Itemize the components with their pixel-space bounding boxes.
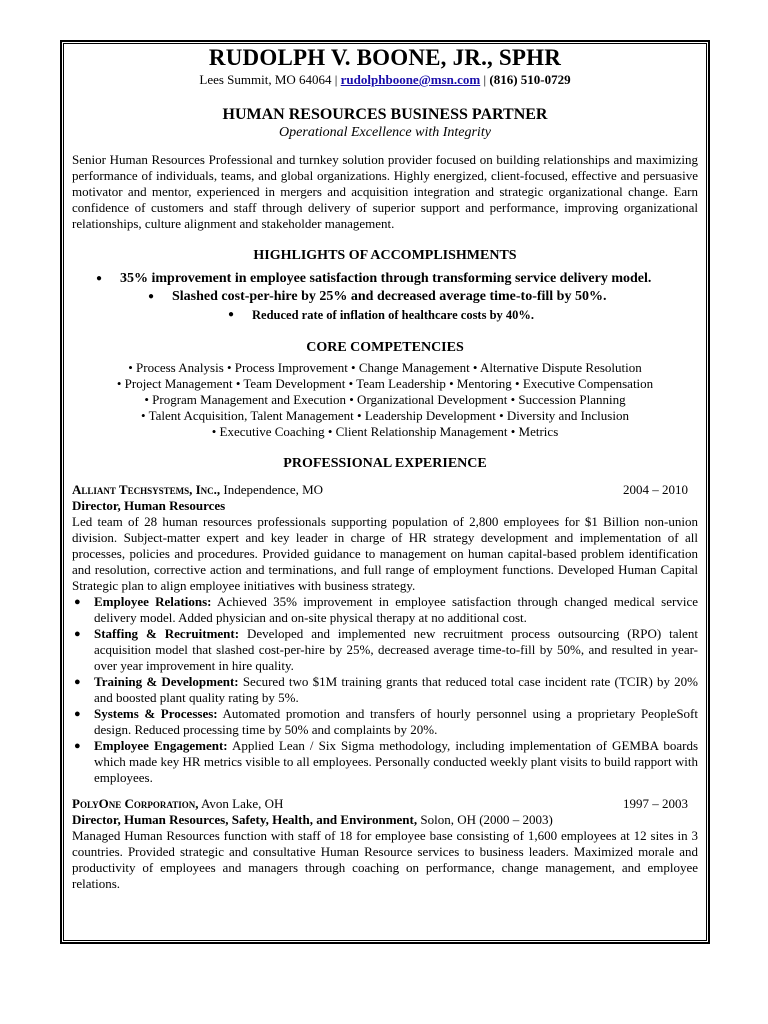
bullet-icon: ● <box>74 596 81 608</box>
highlight-item: ● 35% improvement in employee satisfaction through transforming service delivery model. <box>96 271 652 286</box>
location: Lees Summit, MO 64064 | <box>199 72 338 87</box>
contact-line <box>72 72 698 88</box>
highlight-item: ● Slashed cost-per-hire by 25% and decreased average time-to-fill by 50%. <box>148 289 607 304</box>
job-entry <box>72 796 698 892</box>
achievements-list <box>72 594 698 786</box>
job-entry <box>72 482 698 786</box>
competencies-heading: CORE COMPETENCIES <box>306 340 464 355</box>
headline-tagline: Operational Excellence with Integrity <box>279 125 491 140</box>
job-description: Managed Human Resources function with staff of 18 for employee base consisting of 1,600 employees at 12 sites in 3 countries. Provided strategic and consultative Human Resource services to business leaders. Maximized morale and productivity of employees and managers through coaching on performance, change management, and employee relations. <box>72 828 698 891</box>
competency-line: • Process Analysis • Process Improvement • Change Management • Alternative Dispute Resolution <box>128 360 642 375</box>
competency-line: • Talent Acquisition, Talent Management • Leadership Development • Diversity and Inclusion <box>141 408 629 423</box>
email-link[interactable]: rudolphboone@msn.com <box>340 72 481 87</box>
bullet-icon: ● <box>228 309 235 320</box>
company-name: Alliant Techsystems, Inc., <box>72 482 221 497</box>
job-dates: 1997 – 2003 <box>623 796 688 811</box>
company-name: PolyOne Corporation, <box>72 796 199 811</box>
job-title: Director, Human Resources, Safety, Health, and Environment, Solon, OH (2000 – 2003) <box>72 812 553 827</box>
phone-number: (816) 510-0729 <box>489 72 571 87</box>
achievement-item: ● Employee Engagement: Applied Lean / Six Sigma methodology, including implementation of GEMBA boards which made key HR metrics visible to all employees. Personally conducted weekly plant visits to build rapport with employees. <box>74 738 699 785</box>
job-description: Led team of 28 human resources professionals supporting population of 2,800 employees for $1 Billion non-union division. Subject-matter expert and key leader in charge of HR strategy development and implementation of all processes, policies and procedures. Provided guidance to management on human capital-based problem identification and resolution, corrective action and terminations, and full range of employment functions. Developed Human Capital Strategic plan to align employee initiatives with business strategy. <box>72 514 698 593</box>
bullet-icon: ● <box>74 740 81 752</box>
achievement-item: ● Training & Development: Secured two $1M training grants that reduced total case incident rate (TCIR) by 20% and boosted plant quality rating by 5%. <box>74 674 699 705</box>
bullet-icon: ● <box>74 628 81 640</box>
company-location: Avon Lake, OH <box>198 796 284 811</box>
candidate-name: RUDOLPH V. BOONE, JR., SPHR <box>208 45 562 70</box>
professional-summary: Senior Human Resources Professional and turnkey solution provider focused on building relationships and maximizing performance of individuals, teams, and global organizations. Highly energized, client-focused, effective and persuasive motivator and mentor, experienced in mergers and acquisition integration and strategic organizational change. Earn confidence of customers and staff through delivery of superior support and performance, improving organizational relationships, culture alignment and stakeholder management. <box>72 152 698 231</box>
competency-line: • Executive Coaching • Client Relationship Management • Metrics <box>211 424 559 439</box>
achievement-item: ● Staffing & Recruitment: Developed and implemented new recruitment process outsourcing (RPO) talent acquisition model that slashed cost-per-hire by 25%, decreased average time-to-fill by 50%, and resulted in year-over year improvement in hire quality. <box>74 626 699 673</box>
bullet-icon: ● <box>148 291 155 302</box>
competency-line: • Program Management and Execution • Organizational Development • Succession Planning <box>144 392 626 407</box>
competency-line: • Project Management • Team Development • Team Leadership • Mentoring • Executive Compensation <box>116 376 654 391</box>
job-header <box>72 482 698 498</box>
job-title: Director, Human Resources <box>72 498 226 513</box>
company-location: Independence, MO <box>220 482 324 497</box>
achievement-item: ● Systems & Processes: Automated promotion and transfers of hourly personnel using a proprietary PeopleSoft design. Reduced processing time by 50% and complaints by 20%. <box>74 706 698 737</box>
resume-document <box>72 44 698 892</box>
highlights-heading: HIGHLIGHTS OF ACCOMPLISHMENTS <box>253 248 517 263</box>
headline-title: HUMAN RESOURCES BUSINESS PARTNER <box>222 106 548 123</box>
bullet-icon: ● <box>96 273 103 284</box>
job-dates: 2004 – 2010 <box>623 482 688 497</box>
bullet-icon: ● <box>74 676 81 688</box>
bullet-icon: ● <box>74 708 81 720</box>
job-header <box>72 796 698 812</box>
highlight-item: ● Reduced rate of inflation of healthcare costs by 40%. <box>228 308 535 322</box>
experience-heading: PROFESSIONAL EXPERIENCE <box>283 456 487 471</box>
contact-separator: | <box>483 72 487 87</box>
competencies-list <box>72 360 698 440</box>
highlights-list <box>72 270 698 324</box>
achievement-item: ● Employee Relations: Achieved 35% improvement in employee satisfaction through changed medical service delivery model. Added physician and on-site physical therapy at no additional cost. <box>74 594 698 625</box>
